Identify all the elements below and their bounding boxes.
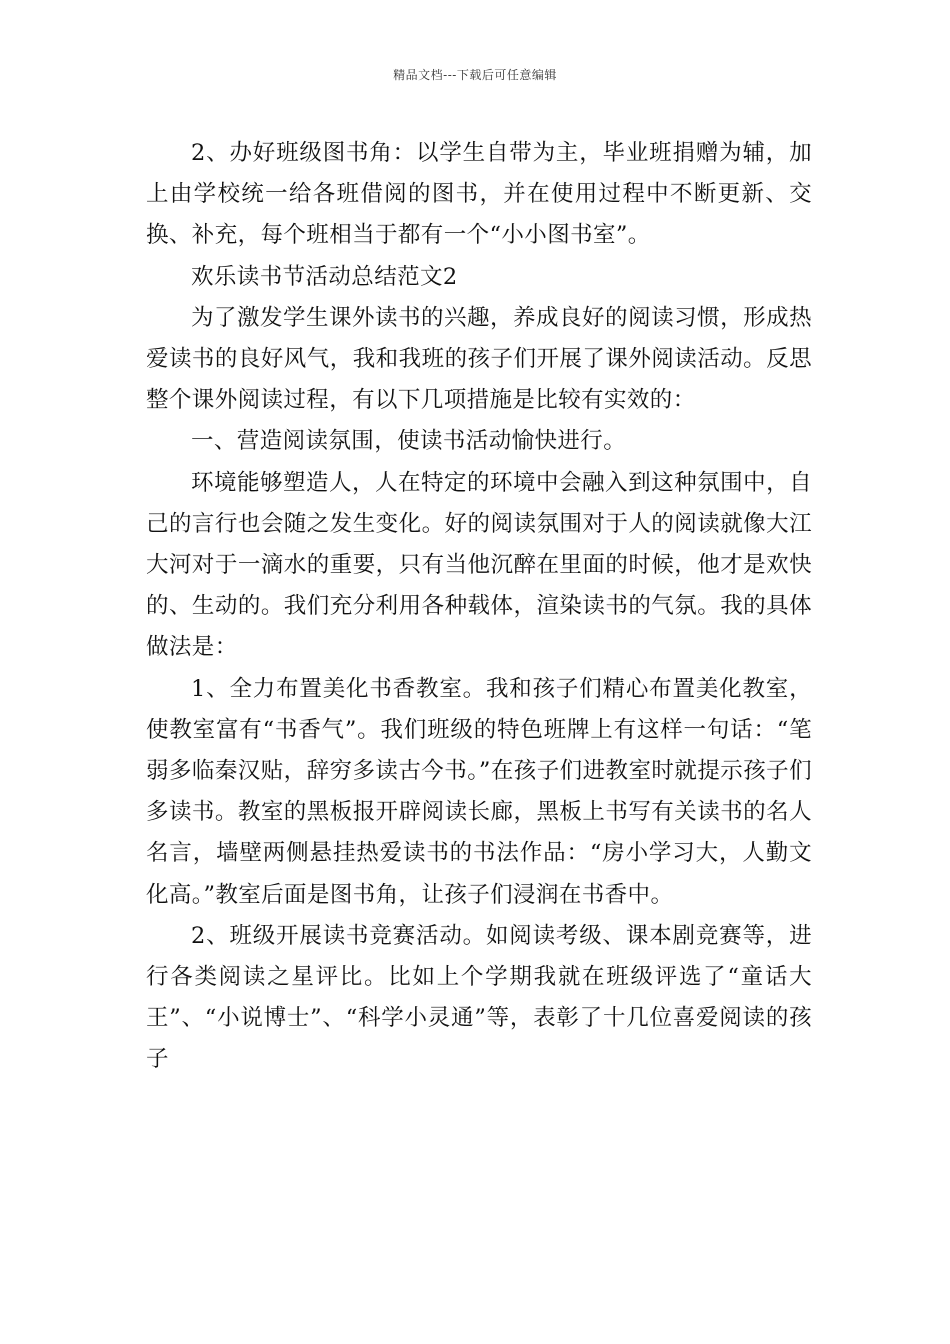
paragraph-book-corner: 2、办好班级图书角：以学生自带为主，毕业班捐赠为辅，加上由学校统一给各班借阅的图书，并在使用过程中不断更新、交换、补充，每个班相当于都有一个“小小图书室”。: [146, 140, 812, 249]
document-body: [146, 133, 812, 1081]
paragraph-intro: 为了激发学生课外读书的兴趣，养成良好的阅读习惯，形成热爱读书的良好风气，我和我班的孩子们开展了课外阅读活动。反思整个课外阅读过程，有以下几项措施是比较有实效的：: [146, 304, 812, 414]
paragraph-reading-competition: 2、班级开展读书竞赛活动。如阅读考级、课本剧竞赛等，进行各类阅读之星评比。比如上个学期我就在班级评选了“童话大王”、“小说博士”、“科学小灵通”等，表彰了十几位喜爱阅读的孩子: [146, 922, 812, 1073]
page-header: 精品文档---下载后可任意编辑: [393, 68, 557, 82]
paragraph-classroom-decoration: 1、全力布置美化书香教室。我和孩子们精心布置美化教室，使教室富有“书香气”。我们班级的特色班牌上有这样一句话：“笔弱多临秦汉贴，辞穷多读古今书。”在孩子们进教室时就提示孩子们多读书。教室的黑板报开辟阅读长廊，黑板上书写有关读书的名人名言，墙壁两侧悬挂热爱读书的书法作品：“房小学习大，人勤文化高。”教室后面是图书角，让孩子们浸润在书香中。: [146, 675, 812, 908]
subheading-reading-atmosphere: 一、营造阅读氛围，使读书活动愉快进行。: [191, 428, 627, 455]
paragraph-environment: 环境能够塑造人，人在特定的环境中会融入到这种氛围中，自己的言行也会随之发生变化。好的阅读氛围对于人的阅读就像大江大河对于一滴水的重要，只有当他沉醉在里面的时候，他才是欢快的、生动的。我们充分利用各种载体，渲染读书的气氛。我的具体做法是：: [146, 469, 812, 661]
section-title: 欢乐读书节活动总结范文2: [191, 263, 458, 290]
